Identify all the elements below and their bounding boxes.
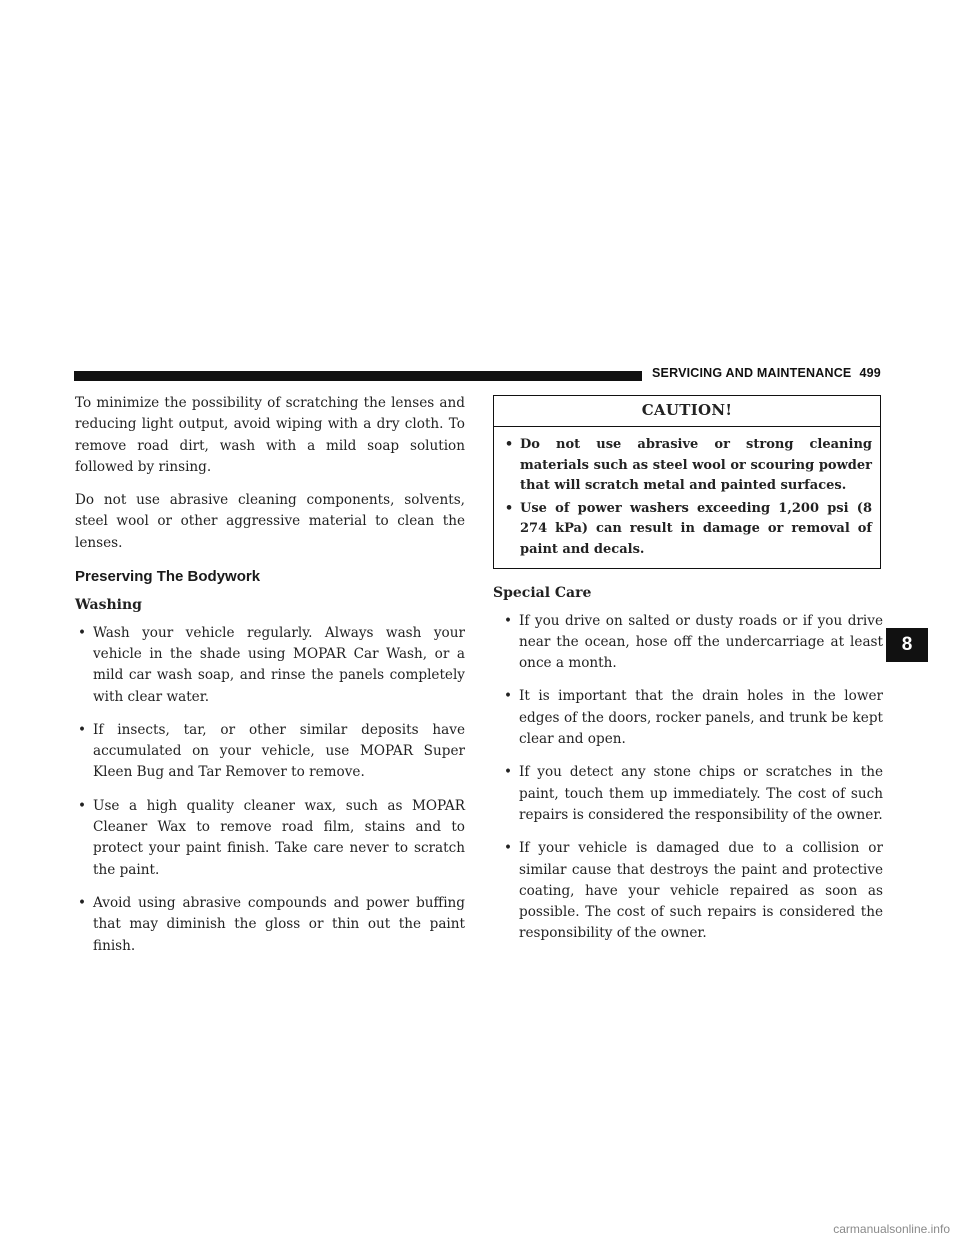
bullet-icon: • — [504, 500, 514, 516]
running-header — [652, 366, 881, 380]
list-item — [493, 611, 883, 675]
washing-list — [75, 623, 465, 957]
list-item — [75, 623, 465, 708]
left-column — [75, 393, 465, 969]
right-column — [493, 395, 883, 957]
list-item-text: If you detect any stone chips or scratches in the paint, touch them up immediately. The cost of such repairs is considered the responsibility of the owner. — [519, 764, 883, 823]
special-care-list — [493, 611, 883, 945]
header-rule — [74, 371, 642, 381]
subheading-special-care: Special Care — [493, 585, 592, 602]
caution-box — [493, 395, 881, 569]
list-item — [75, 796, 465, 881]
bullet-icon: • — [503, 688, 513, 705]
list-item — [493, 762, 883, 826]
bullet-icon: • — [503, 612, 513, 629]
caution-title: CAUTION! — [494, 396, 880, 427]
watermark: carmanualsonline.info — [833, 1222, 950, 1236]
list-item-text: If your vehicle is damaged due to a collision or similar cause that destroys the paint and protective coating, have your vehicle repaired as soon as possible. The cost of such repairs is considered the responsibility of the owner. — [519, 840, 883, 942]
paragraph-lenses-wiping: To minimize the possibility of scratching the lenses and reducing light output, avoid wiping with a dry cloth. To remove road dirt, wash with a mild soap solution followed by rinsing. — [75, 395, 465, 475]
section-heading-bodywork: Preserving The Bodywork — [75, 568, 261, 586]
list-item-text: Use of power washers exceeding 1,200 psi (8 274 kPa) can result in damage or removal of paint and decals. — [520, 500, 872, 557]
list-item — [75, 720, 465, 784]
subheading-washing: Washing — [75, 597, 142, 614]
list-item — [75, 893, 465, 957]
list-item — [493, 838, 883, 944]
list-item-text: Wash your vehicle regularly. Always wash your vehicle in the shade using MOPAR Car Wash, or a mild car wash soap, and rinse the panels completely with clear water. — [93, 624, 465, 705]
bullet-icon: • — [503, 764, 513, 781]
list-item-text: If you drive on salted or dusty roads or if you drive near the ocean, hose off the undercarriage at least once a month. — [519, 612, 883, 672]
bullet-icon: • — [77, 721, 87, 738]
list-item — [493, 686, 883, 750]
list-item — [502, 499, 872, 561]
list-item-text: If insects, tar, or other similar deposits have accumulated on your vehicle, use MOPAR Super Kleen Bug and Tar Remover to remove. — [93, 721, 465, 781]
caution-body — [494, 427, 880, 568]
page-number: 499 — [859, 366, 881, 380]
bullet-icon: • — [503, 840, 513, 857]
header-section-title: SERVICING AND MAINTENANCE — [652, 366, 852, 380]
chapter-tab: 8 — [886, 628, 928, 662]
bullet-icon: • — [504, 437, 514, 453]
list-item — [502, 435, 872, 497]
list-item-text: Use a high quality cleaner wax, such as MOPAR Cleaner Wax to remove road film, stains and to protect your paint finish. Take care never to scratch the paint. — [93, 797, 465, 878]
bullet-icon: • — [77, 797, 87, 814]
paragraph-lenses-abrasives: Do not use abrasive cleaning components, solvents, steel wool or other aggressive material to clean the lenses. — [75, 492, 465, 551]
list-item-text: Avoid using abrasive compounds and power buffing that may diminish the gloss or thin out the paint finish. — [93, 894, 465, 954]
bullet-icon: • — [77, 624, 87, 641]
list-item-text: Do not use abrasive or strong cleaning materials such as steel wool or scouring powder that will scratch metal and painted surfaces. — [520, 437, 872, 494]
bullet-icon: • — [77, 894, 87, 911]
caution-list — [502, 435, 872, 560]
list-item-text: It is important that the drain holes in the lower edges of the doors, rocker panels, and trunk be kept clear and open. — [519, 688, 883, 748]
